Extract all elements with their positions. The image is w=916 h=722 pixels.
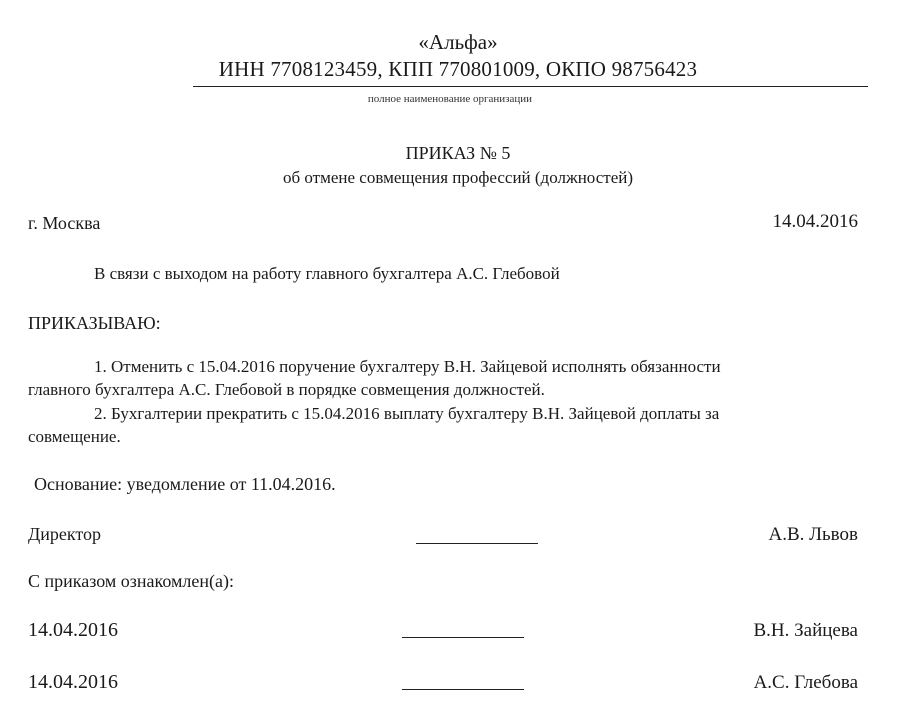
order-item-2-line-2: совмещение. [28, 427, 121, 446]
organization-caption: полное наименование организации [367, 93, 533, 105]
order-item-1-line-2: главного бухгалтера А.С. Глебовой в порядке совмещения должностей. [28, 380, 545, 399]
order-city: г. Москва [28, 213, 101, 233]
director-name: А.В. Львов [768, 524, 858, 545]
header-divider [193, 86, 868, 87]
order-basis: Основание: уведомление от 11.04.2016. [34, 474, 336, 494]
order-date: 14.04.2016 [772, 211, 858, 232]
director-label: Директор [28, 524, 102, 544]
acknowledgement-name: А.С. Глебова [753, 672, 858, 693]
order-reason: В связи с выходом на работу главного бухгалтера А.С. Глебовой [94, 264, 560, 283]
acknowledgement-signature-line [402, 689, 524, 690]
director-signature-line [416, 543, 538, 544]
orders-heading: ПРИКАЗЫВАЮ: [28, 313, 161, 333]
acknowledgement-signature-line [402, 637, 524, 638]
order-item-2-line-1: 2. Бухгалтерии прекратить с 15.04.2016 выплату бухгалтеру В.Н. Зайцевой доплаты за [94, 404, 720, 423]
order-subtitle: об отмене совмещения профессий (должностей) [282, 168, 634, 187]
acknowledgement-date: 14.04.2016 [28, 671, 118, 693]
order-title: ПРИКАЗ № 5 [405, 143, 511, 163]
order-item-1-line-1: 1. Отменить с 15.04.2016 поручение бухгалтеру В.Н. Зайцевой исполнять обязанности [94, 357, 721, 376]
organization-codes: ИНН 7708123459, КПП 770801009, ОКПО 98756423 [218, 57, 698, 81]
acknowledgement-date: 14.04.2016 [28, 619, 118, 641]
acknowledgement-name: В.Н. Зайцева [753, 620, 858, 641]
organization-name: «Альфа» [418, 30, 498, 54]
acknowledgement-label: С приказом ознакомлен(а): [28, 571, 234, 591]
